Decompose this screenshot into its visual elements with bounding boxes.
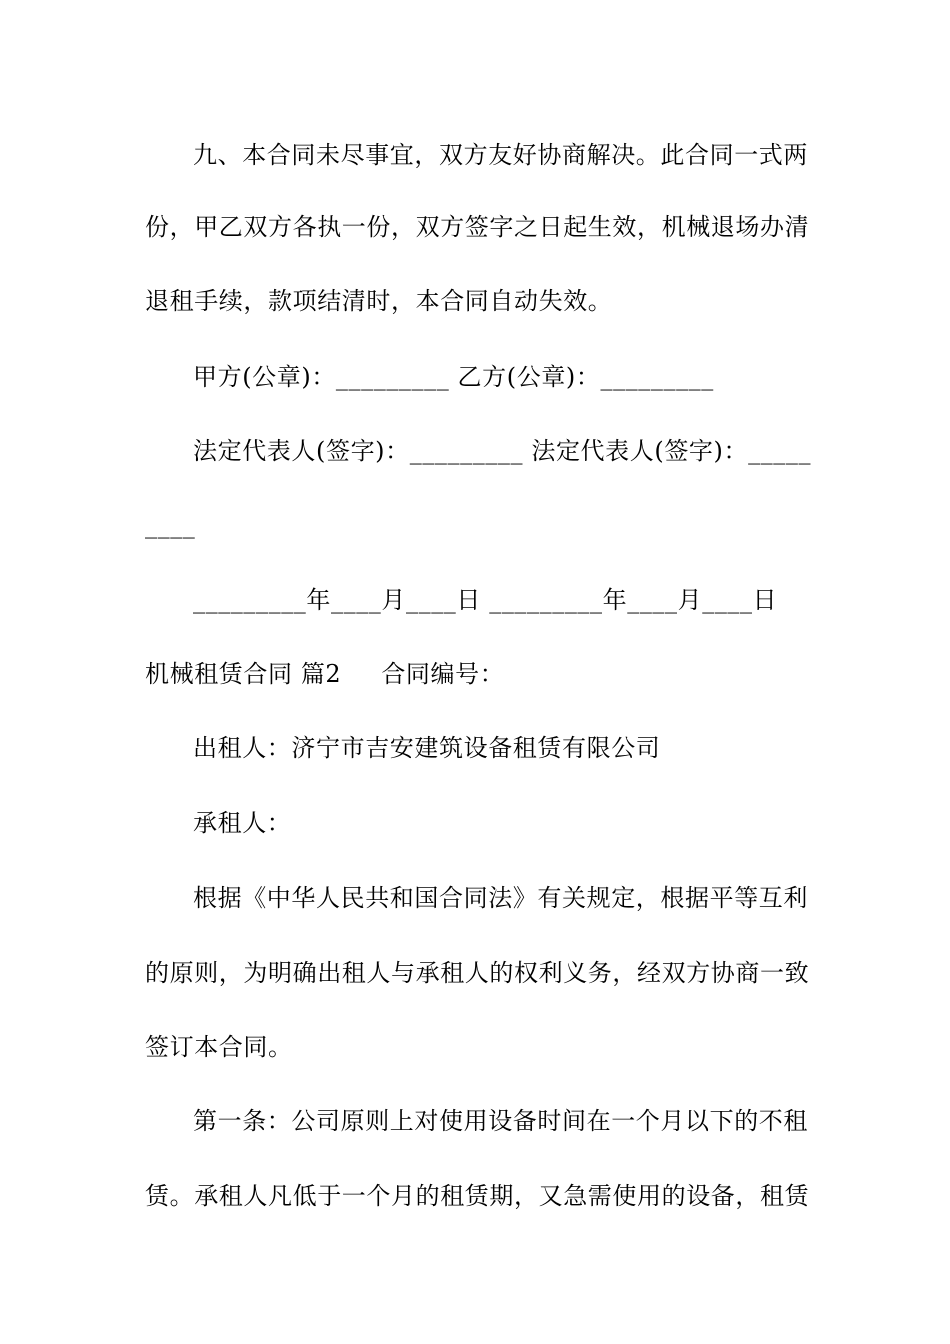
- lessee-line: 承租人：: [193, 809, 292, 837]
- preamble-line-3: 签订本合同。: [145, 1033, 293, 1061]
- date-line: _________年____月____日 _________年____月____日: [193, 586, 778, 614]
- preamble-line-2: 的原则，为明确出租人与承租人的权利义务，经双方协商一致: [145, 959, 810, 987]
- lessor-line: 出租人：济宁市吉安建筑设备租赁有限公司: [193, 734, 661, 762]
- article-one-line-2: 赁。承租人凡低于一个月的租赁期，又急需使用的设备，租赁: [145, 1182, 810, 1210]
- seal-line: 甲方(公章)：_________ 乙方(公章)：_________: [193, 363, 714, 391]
- section-title: 机械租赁合同 篇2: [145, 660, 342, 688]
- clause-nine-line-1: 九、本合同未尽事宜，双方友好协商解决。此合同一式两: [193, 141, 808, 169]
- preamble-line-1: 根据《中华人民共和国合同法》有关规定，根据平等互利: [193, 884, 808, 912]
- contract-number-label: 合同编号：: [381, 660, 505, 688]
- clause-nine-line-3: 退租手续，款项结清时，本合同自动失效。: [145, 287, 613, 315]
- article-one-line-1: 第一条：公司原则上对使用设备时间在一个月以下的不租: [193, 1107, 808, 1135]
- clause-nine-line-2: 份，甲乙双方各执一份，双方签字之日起生效，机械退场办清: [145, 213, 810, 241]
- legal-rep-signature-line: 法定代表人(签字)：_________ 法定代表人(签字)：_____: [193, 437, 812, 465]
- section-heading: [145, 659, 504, 689]
- legal-rep-signature-continuation: ____: [145, 511, 196, 539]
